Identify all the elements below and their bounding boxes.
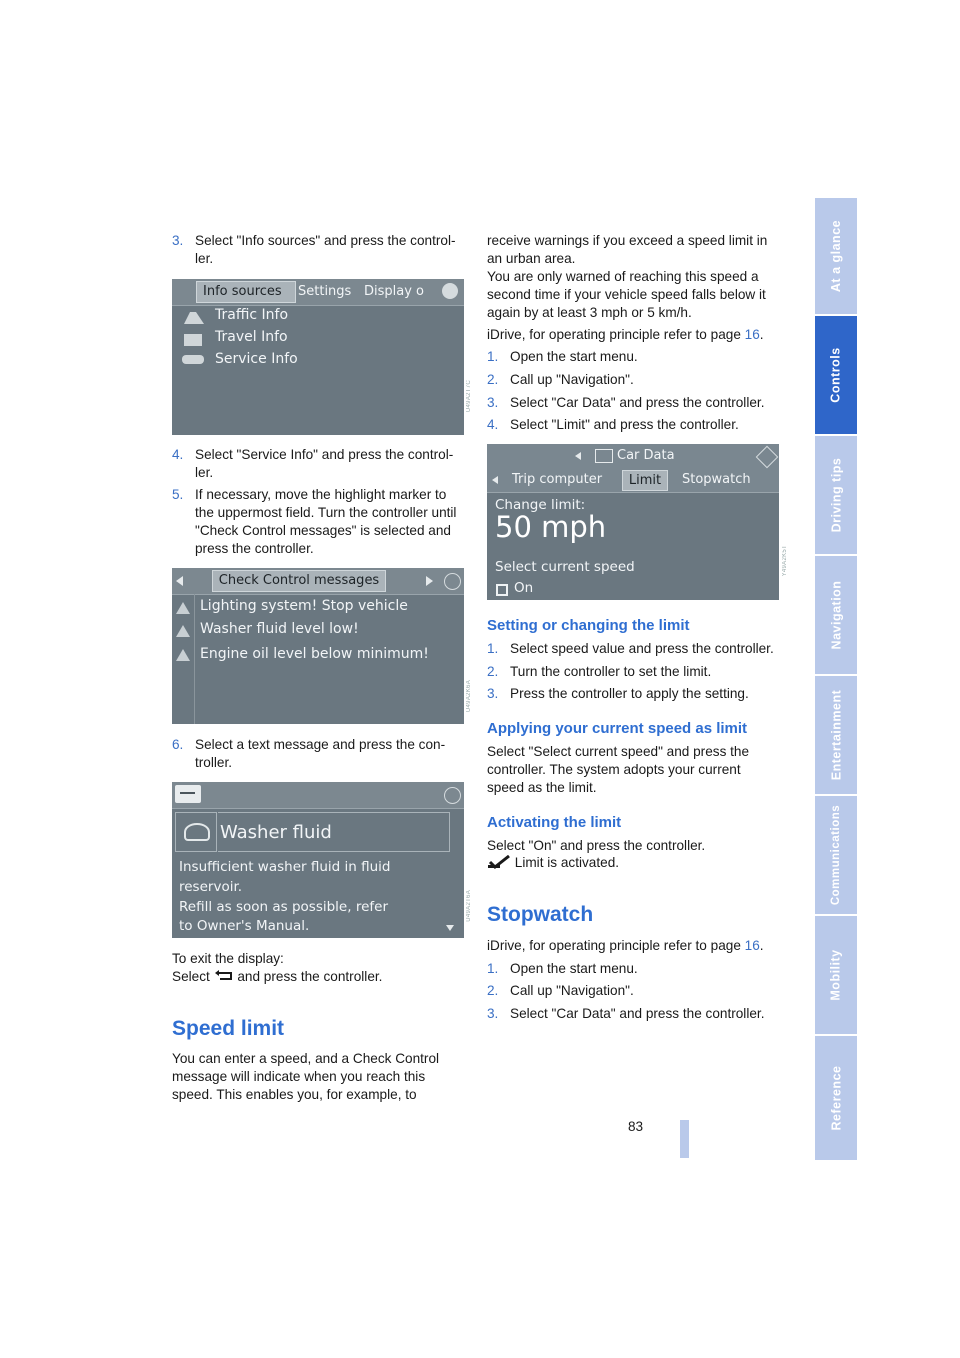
exit-label: To exit the display: <box>172 951 284 966</box>
arrow-left-icon[interactable] <box>575 452 581 460</box>
speed-limit-heading: Speed limit <box>172 1017 285 1040</box>
side-tab-driving-tips[interactable]: Driving tips <box>815 436 857 554</box>
warning-icon <box>176 625 190 637</box>
side-tab-navigation[interactable]: Navigation <box>815 556 857 674</box>
step-3: 3. Select "Info sources" and press the control-ler. <box>172 233 456 266</box>
page-number: 83 <box>628 1119 644 1134</box>
message-line: Insufficient washer fluid in fluid <box>179 859 391 875</box>
side-tab-mobility[interactable]: Mobility <box>815 916 857 1034</box>
info-sources-screen <box>172 279 464 435</box>
menu-item-traffic-info[interactable]: Traffic Info <box>215 307 289 323</box>
step: 2. Call up "Navigation". <box>487 983 634 998</box>
check-control-screen <box>172 568 464 724</box>
idrive-reference: iDrive, for operating principle refer to page 16. <box>487 327 764 342</box>
activate-line: Select "On" and press the controller. <box>487 838 706 853</box>
divider <box>194 594 195 724</box>
back-arrow-icon <box>180 792 195 794</box>
service-car-icon <box>182 355 204 364</box>
washer-fluid-screen <box>172 782 464 938</box>
side-tab-at-a-glance[interactable]: At a glance <box>815 198 857 314</box>
message-item[interactable]: Engine oil level below minimum! <box>200 646 429 662</box>
side-tab-controls[interactable]: Controls <box>815 316 857 434</box>
controller-icon <box>444 787 461 804</box>
side-tab-reference[interactable]: Reference <box>815 1036 857 1160</box>
image-code: Y49A2K5T <box>782 545 788 577</box>
step: 2. Turn the controller to set the limit. <box>487 664 712 679</box>
scroll-down-icon[interactable] <box>446 925 454 931</box>
paragraph: You are only warned of reaching this speed a second time if your vehicle speed falls below it again by at least 3 mph or 5 km/h. <box>487 269 766 320</box>
arrow-left-icon[interactable] <box>492 476 498 484</box>
tab-info-sources[interactable]: Info sources <box>196 281 296 303</box>
washer-fluid-icon <box>184 823 210 841</box>
controller-icon <box>442 283 458 299</box>
message-line: Refill as soon as possible, refer <box>179 899 388 915</box>
apply-speed-heading: Applying your current speed as limit <box>487 720 748 737</box>
traffic-icon <box>184 312 204 324</box>
back-arrow-icon <box>214 970 234 982</box>
warning-icon <box>176 649 190 661</box>
step: 1. Open the start menu. <box>487 349 638 364</box>
controller-icon <box>444 573 461 590</box>
idrive-reference: iDrive, for operating principle refer to page 16. <box>487 938 764 953</box>
warning-icon <box>176 602 190 614</box>
computer-icon <box>595 449 613 463</box>
checkbox-icon[interactable] <box>496 584 508 596</box>
tab-trip-computer[interactable]: Trip computer <box>512 472 603 487</box>
side-tab-entertainment[interactable]: Entertainment <box>815 676 857 794</box>
car-data-limit-screen <box>487 444 779 600</box>
car-data-title: Car Data <box>617 448 675 463</box>
apply-paragraph: Select "Select current speed" and press the controller. The system adopts your current speed as the limit. <box>487 744 750 795</box>
message-item[interactable]: Lighting system! Stop vehicle <box>200 598 408 614</box>
activate-status: Limit is activated. <box>487 854 619 872</box>
side-tab-communications[interactable]: Communications <box>815 796 857 914</box>
arrow-left-icon[interactable] <box>176 576 183 586</box>
limit-value[interactable]: 50 mph <box>495 510 607 544</box>
step-4: 4. Select "Service Info" and press the control-ler. <box>172 447 454 480</box>
speed-limit-paragraph: You can enter a speed, and a Check Control message will indicate when you reach this speed. This enables you, for example, to <box>172 1051 440 1102</box>
screen-title-bar <box>172 782 464 809</box>
washer-icon-box <box>175 812 217 852</box>
change-limit-label: Change limit: <box>495 497 586 513</box>
activate-heading: Activating the limit <box>487 814 622 831</box>
message-line: reservoir. <box>179 879 243 895</box>
menu-item-service-info[interactable]: Service Info <box>215 351 298 367</box>
page-marker <box>680 1120 689 1158</box>
message-line: to Owner's Manual. <box>179 918 310 934</box>
image-code: U49A2K6A <box>466 680 472 713</box>
step: 2. Call up "Navigation". <box>487 372 634 387</box>
exit-instruction: Select and press the controller. <box>172 969 383 984</box>
checkmark-icon <box>487 855 511 869</box>
arrow-right-icon[interactable] <box>426 576 433 586</box>
step-5: 5. If necessary, move the highlight marker to the uppermost field. Turn the controller until "Check Control messages" is selected and press the controller. <box>172 487 457 556</box>
step: 3. Select "Car Data" and press the controller. <box>487 395 765 410</box>
page-link[interactable]: 16 <box>744 327 760 342</box>
image-code: U49A2T6A <box>466 890 472 922</box>
step: 4. Select "Limit" and press the controller. <box>487 417 739 432</box>
image-code: U49A2T7C <box>466 380 472 413</box>
message-item[interactable]: Washer fluid level low! <box>200 621 359 637</box>
on-option[interactable]: On <box>514 580 534 596</box>
tab-stopwatch[interactable]: Stopwatch <box>682 472 751 487</box>
menu-item-travel-info[interactable]: Travel Info <box>215 329 288 345</box>
step: 1. Select speed value and press the controller. <box>487 641 774 656</box>
tab-limit[interactable]: Limit <box>622 470 668 491</box>
step: 3. Select "Car Data" and press the controller. <box>487 1006 765 1021</box>
paragraph: receive warnings if you exceed a speed limit in an urban area. <box>487 233 768 266</box>
tab-display[interactable]: Display o <box>364 284 425 299</box>
step: 1. Open the start menu. <box>487 961 638 976</box>
page-link[interactable]: 16 <box>744 938 760 953</box>
tab-settings[interactable]: Settings <box>298 284 352 299</box>
select-current-speed[interactable]: Select current speed <box>495 559 635 575</box>
check-control-title[interactable]: Check Control messages <box>212 570 386 592</box>
step: 3. Press the controller to apply the setting. <box>487 686 749 701</box>
step-6: 6. Select a text message and press the con-troller. <box>172 737 446 770</box>
setting-limit-heading: Setting or changing the limit <box>487 617 690 634</box>
washer-fluid-title: Washer fluid <box>220 822 332 843</box>
stopwatch-heading: Stopwatch <box>487 903 594 926</box>
back-button[interactable] <box>175 785 201 803</box>
travel-icon <box>184 334 202 346</box>
